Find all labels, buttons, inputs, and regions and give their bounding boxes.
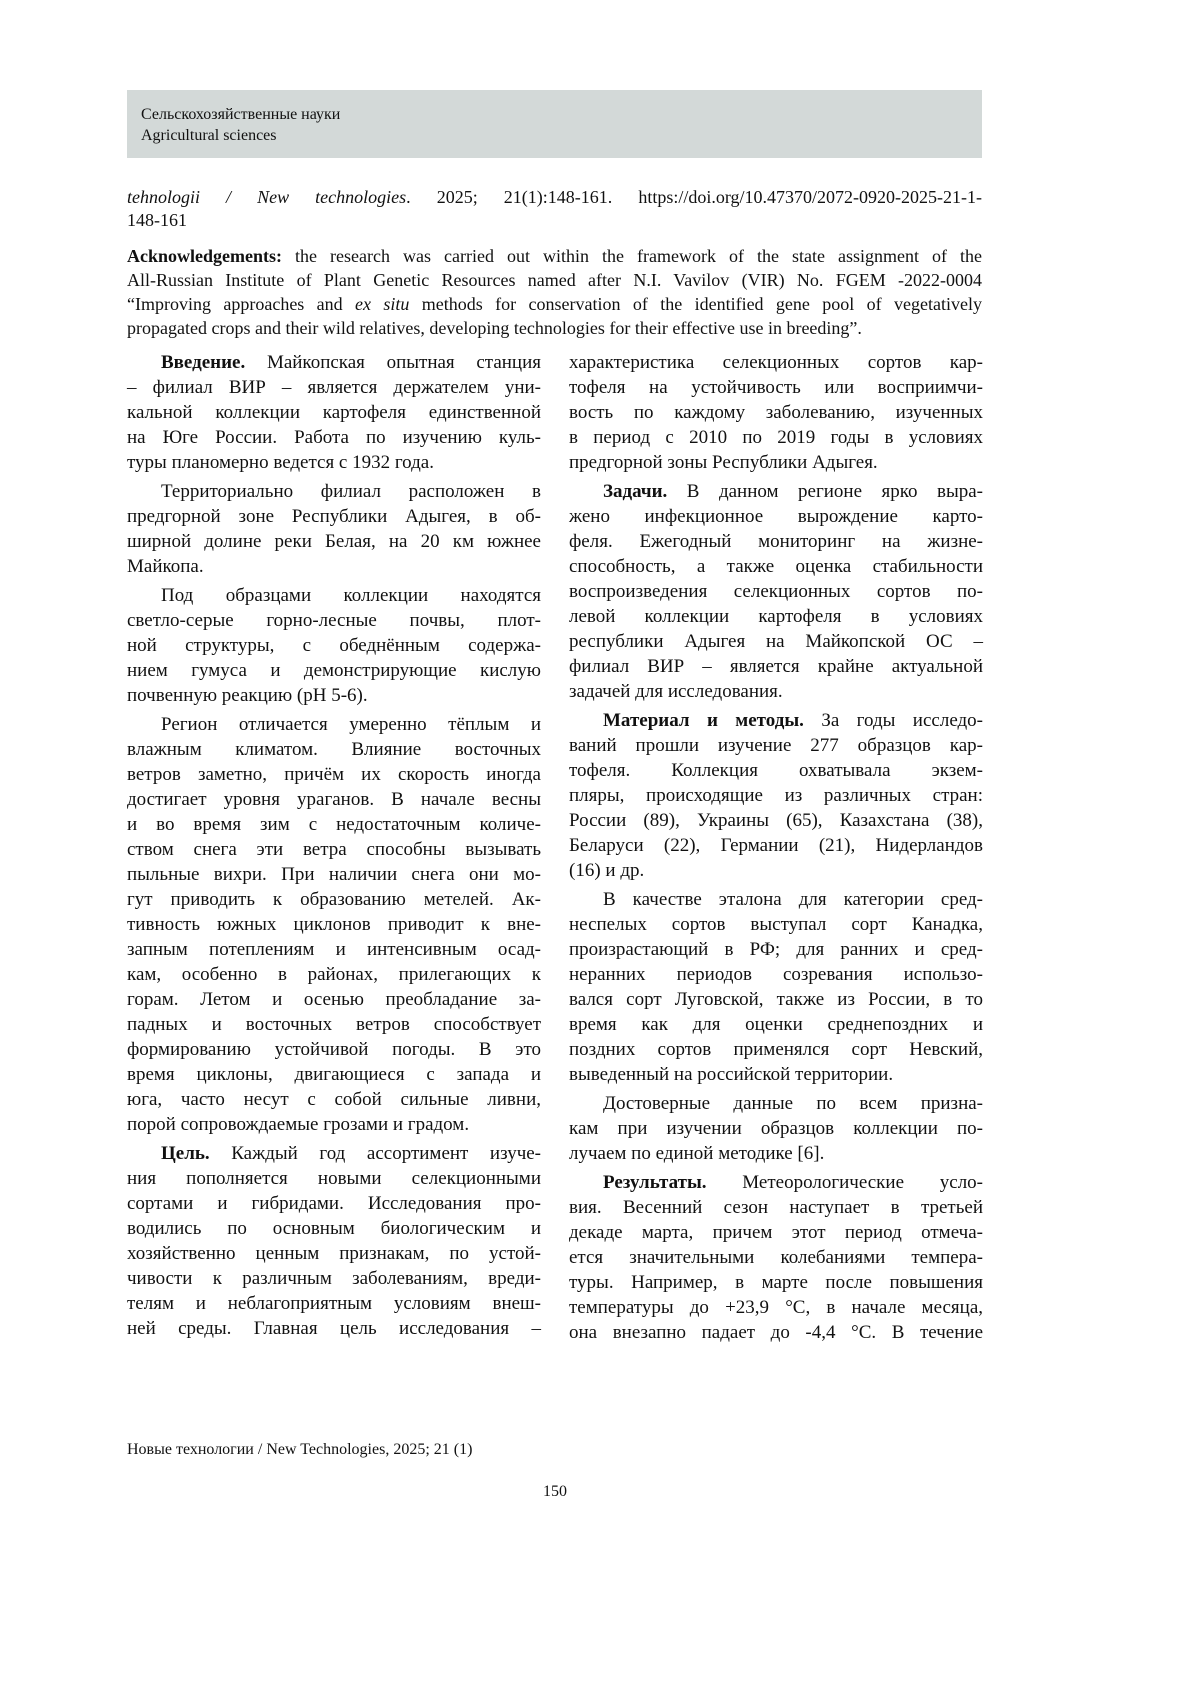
line-text: предгорной зоны Республики Адыгея. [569, 452, 878, 473]
line-text: поздних сортов применялся сорт Невский, [569, 1039, 983, 1060]
line-text: В качестве эталона для категории сред- [603, 889, 983, 910]
line-text: сортами и гибридами. Исследования про- [127, 1193, 541, 1214]
text-line [127, 1316, 541, 1341]
text-line [569, 504, 983, 529]
text-line [127, 554, 541, 579]
text-line [127, 712, 541, 737]
line-text: Метеорологические усло- [742, 1172, 983, 1193]
line-text: порой сопровождаемые грозами и градом. [127, 1114, 470, 1135]
line-text: достигает уровня ураганов. В начале весны [127, 789, 541, 810]
line-text: декаде марта, причем этот период отмеча- [569, 1222, 983, 1243]
text-line [127, 633, 541, 658]
line-text: ной структуры, с обеднённым содержа- [127, 635, 541, 656]
paragraph [127, 583, 541, 708]
text-line [569, 1245, 983, 1270]
line-text: произрастающий в РФ; для ранних и сред- [569, 939, 983, 960]
text-line [127, 762, 541, 787]
line-text: феля. Ежегодный мониторинг на жизне- [569, 531, 983, 552]
text-line [569, 604, 983, 629]
paragraph [569, 708, 983, 883]
line-text: воспроизведения селекционных сортов по- [569, 581, 983, 602]
text-line [569, 400, 983, 425]
section-title-ru: Сельскохозяйственные науки [141, 106, 341, 123]
line-text: ния пополняется новыми селекционными [127, 1168, 541, 1189]
line-text: республики Адыгея на Майкопской ОС – [569, 631, 983, 652]
text-line [569, 629, 983, 654]
text-line [127, 350, 541, 375]
ack-text: the research was carried out within the framework of the state assignment of the [295, 246, 982, 266]
text-line [127, 1012, 541, 1037]
text-line [569, 912, 983, 937]
section-title-en: Agricultural sciences [141, 127, 277, 144]
text-line [127, 400, 541, 425]
text-line [569, 579, 983, 604]
text-line [127, 425, 541, 450]
line-text: Территориально филиал расположен в [161, 481, 541, 502]
citation-line-2: 148-161 [127, 210, 187, 230]
line-text: Регион отличается умеренно тёплым и [161, 714, 541, 735]
text-line [127, 683, 541, 708]
line-text: тофеля. Коллекция охватывала экзем- [569, 760, 983, 781]
text-line [127, 1291, 541, 1316]
line-text: вость по каждому заболеванию, изученных [569, 402, 983, 423]
paragraph [569, 479, 983, 704]
text-line [569, 1037, 983, 1062]
citation-journal: tehnologii / New technologies [127, 187, 407, 207]
line-text: почвенную реакцию (pH 5-6). [127, 685, 368, 706]
text-line [127, 787, 541, 812]
line-text: ней среды. Главная цель исследования – [127, 1318, 541, 1339]
ack-text: propagated crops and their wild relatives, developing technologies for their effective use in breeding”. [127, 318, 862, 338]
text-line [127, 1062, 541, 1087]
line-text: время как для оценки среднепоздних и [569, 1014, 983, 1035]
ack-italic: ex situ [355, 294, 410, 314]
text-line [127, 1087, 541, 1112]
section-lead: Цель. [161, 1143, 210, 1164]
line-text: пляры, происходящие из различных стран: [569, 785, 983, 806]
text-line [127, 987, 541, 1012]
text-line [569, 375, 983, 400]
text-line [569, 1270, 983, 1295]
text-line [569, 987, 983, 1012]
text-line [127, 737, 541, 762]
text-line [569, 1170, 983, 1195]
line-text: За годы исследо- [821, 710, 983, 731]
line-text: гут приводить к образованию метелей. Ак- [127, 889, 541, 910]
text-line [569, 937, 983, 962]
text-line [127, 450, 541, 475]
line-text: неспелых сортов выступал сорт Канадка, [569, 914, 983, 935]
text-line [569, 1012, 983, 1037]
page-number: 150 [543, 1483, 567, 1500]
section-lead: Результаты. [603, 1172, 707, 1193]
line-text: и во время зим с недостаточным количе- [127, 814, 541, 835]
line-text: падных и восточных ветров способствует [127, 1014, 541, 1035]
line-text: кальной коллекции картофеля единственной [127, 402, 541, 423]
line-text: тофеля на устойчивость или восприимчи- [569, 377, 983, 398]
line-text: России (89), Украины (65), Казахстана (38), [569, 810, 983, 831]
paragraph [569, 887, 983, 1087]
line-text: формированию устойчивой погоды. В это [127, 1039, 541, 1060]
paragraph [569, 1170, 983, 1345]
line-text: В данном регионе ярко выра- [686, 481, 983, 502]
paragraph [569, 1091, 983, 1166]
text-line [569, 529, 983, 554]
line-text: температуры до +23,9 °С, в начале месяца, [569, 1297, 983, 1318]
section-lead: Введение. [161, 352, 246, 373]
line-text: выведенный на российской территории. [569, 1064, 894, 1085]
line-text: светло-серые горно-лесные почвы, плот- [127, 610, 541, 631]
text-line [569, 350, 983, 375]
section-lead: Материал и методы. [603, 710, 804, 731]
text-line [569, 1295, 983, 1320]
line-text: в период с 2010 по 2019 годы в условиях [569, 427, 983, 448]
text-line [127, 912, 541, 937]
text-line [569, 733, 983, 758]
text-line [127, 937, 541, 962]
text-line [569, 1062, 983, 1087]
text-line [569, 679, 983, 704]
line-text: – филиал ВИР – является держателем уни- [127, 377, 541, 398]
text-line [127, 837, 541, 862]
line-text: влажным климатом. Влияние восточных [127, 739, 541, 760]
line-text: вался сорт Луговской, также из России, в то [569, 989, 983, 1010]
text-line [569, 858, 983, 883]
footer-journal: Новые технологии / New Technologies, 2025; 21 (1) [127, 1441, 473, 1458]
line-text: нием гумуса и демонстрирующие кислую [127, 660, 541, 681]
line-text: туры планомерно ведется с 1932 года. [127, 452, 434, 473]
line-text: ваний прошли изучение 277 образцов кар- [569, 735, 983, 756]
text-line [569, 1195, 983, 1220]
line-text: неранних периодов созревания использо- [569, 964, 983, 985]
text-line [127, 887, 541, 912]
left-column [127, 350, 541, 1345]
line-text: левой коллекции картофеля в условиях [569, 606, 983, 627]
text-line [127, 862, 541, 887]
ack-text: methods for conservation of the identified gene pool of vegetatively [421, 294, 982, 314]
text-line [569, 554, 983, 579]
line-text: задачей для исследования. [569, 681, 783, 702]
section-header [127, 90, 982, 158]
line-text: Под образцами коллекции находятся [161, 585, 541, 606]
line-text: (16) и др. [569, 860, 645, 881]
line-text: чивости к различным заболеваниям, вреди- [127, 1268, 541, 1289]
text-line [127, 1037, 541, 1062]
citation-details: . 2025; 21(1):148-161. https://doi.org/10.47370/2072-0920-2025-21-1- [406, 187, 982, 207]
text-line [127, 1241, 541, 1266]
text-line [569, 1220, 983, 1245]
acknowledgements-label: Acknowledgements: [127, 246, 282, 266]
line-text: вия. Весенний сезон наступает в третьей [569, 1197, 983, 1218]
text-line [569, 654, 983, 679]
text-line [569, 708, 983, 733]
line-text: горам. Летом и осенью преобладание за- [127, 989, 541, 1010]
line-text: водились по основным биологическим и [127, 1218, 541, 1239]
text-line [127, 1266, 541, 1291]
line-text: Беларуси (22), Германии (21), Нидерландов [569, 835, 983, 856]
line-text: способность, а также оценка стабильности [569, 556, 983, 577]
text-line [569, 1320, 983, 1345]
text-line [569, 783, 983, 808]
line-text: лучаем по единой методике [6]. [569, 1143, 825, 1164]
line-text: филиал ВИР – является крайне актуальной [569, 656, 983, 677]
line-text: ветров заметно, причём их скорость иногда [127, 764, 541, 785]
paragraph [127, 350, 541, 475]
text-line [127, 1141, 541, 1166]
text-line [127, 1191, 541, 1216]
text-line [127, 812, 541, 837]
line-text: тивность южных циклонов приводит к вне- [127, 914, 541, 935]
line-text: пыльные вихри. При наличии снега они мо- [127, 864, 541, 885]
line-text: Майкопа. [127, 556, 204, 577]
line-text: запным потеплениям и интенсивным осад- [127, 939, 541, 960]
line-text: на Юге России. Работа по изучению куль- [127, 427, 541, 448]
line-text: телям и неблагоприятным условиям внеш- [127, 1293, 541, 1314]
text-line [569, 479, 983, 504]
line-text: время циклоны, двигающиеся с запада и [127, 1064, 541, 1085]
line-text: ством снега эти ветра способны вызывать [127, 839, 541, 860]
text-line [127, 479, 541, 504]
line-text: юга, часто несут с собой сильные ливни, [127, 1089, 541, 1110]
paragraph [127, 1141, 541, 1341]
line-text: она внезапно падает до -4,4 °С. В течение [569, 1322, 983, 1343]
section-lead: Задачи. [603, 481, 668, 502]
line-text: Каждый год ассортимент изуче- [231, 1143, 542, 1164]
ack-text: “Improving approaches and [127, 294, 343, 314]
line-text: хозяйственно ценным признакам, по устой- [127, 1243, 541, 1264]
acknowledgements [127, 244, 982, 340]
text-line [569, 450, 983, 475]
text-line [127, 962, 541, 987]
text-line [127, 504, 541, 529]
text-line [127, 1166, 541, 1191]
line-text: туры. Например, в марте после повышения [569, 1272, 983, 1293]
text-line [127, 375, 541, 400]
line-text: Достоверные данные по всем призна- [603, 1093, 983, 1114]
line-text: Майкопская опытная станция [266, 352, 542, 373]
text-line [127, 608, 541, 633]
text-line [569, 887, 983, 912]
text-line [569, 808, 983, 833]
text-line [569, 758, 983, 783]
line-text: кам при изучении образцов коллекции по- [569, 1118, 983, 1139]
text-line [569, 1116, 983, 1141]
text-line [127, 1112, 541, 1137]
line-text: ширной долине реки Белая, на 20 км южнее [127, 531, 541, 552]
line-text: предгорной зоне Республики Адыгея, в об- [127, 506, 541, 527]
text-line [569, 833, 983, 858]
ack-text: All-Russian Institute of Plant Genetic Resources named after N.I. Vavilov (VIR) No. FGEM -2022-0004 [127, 270, 982, 290]
paragraph [127, 479, 541, 579]
line-text: кам, особенно в районах, прилегающих к [127, 964, 541, 985]
text-line [127, 658, 541, 683]
text-line [127, 529, 541, 554]
right-column [569, 350, 983, 1349]
paragraph [127, 712, 541, 1137]
text-line [127, 1216, 541, 1241]
line-text: ется значительными колебаниями темпера- [569, 1247, 983, 1268]
text-line [127, 583, 541, 608]
text-line [569, 1091, 983, 1116]
citation [127, 186, 982, 232]
paragraph [569, 350, 983, 475]
text-line [569, 962, 983, 987]
line-text: жено инфекционное вырождение карто- [569, 506, 983, 527]
text-line [569, 1141, 983, 1166]
line-text: характеристика селекционных сортов кар- [569, 352, 983, 373]
text-line [569, 425, 983, 450]
